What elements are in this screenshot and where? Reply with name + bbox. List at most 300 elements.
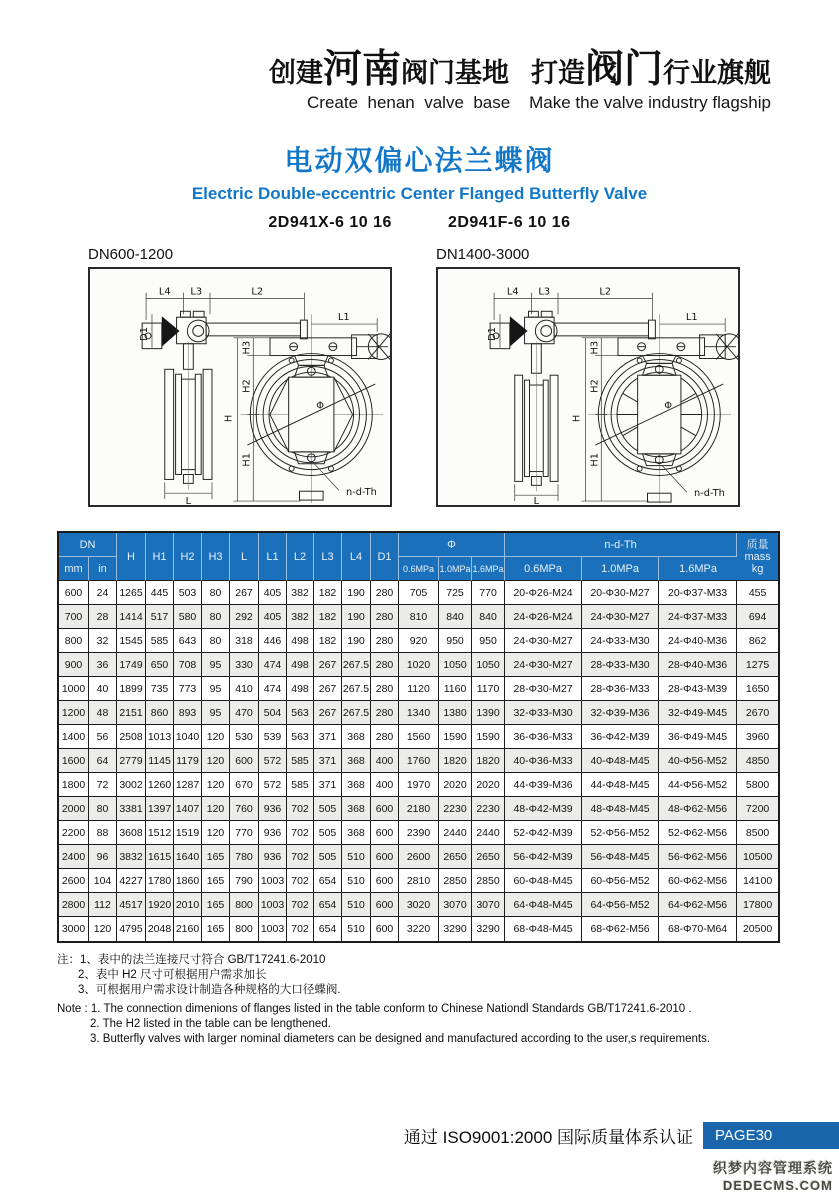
dim-label-h3: H3	[589, 340, 601, 355]
mass-label-en: mass	[744, 550, 771, 563]
table-cell: 17800	[737, 893, 778, 917]
col-header-ndth-06mpa: 0.6MPa	[505, 557, 582, 581]
table-cell: 510	[342, 845, 371, 869]
table-cell: 702	[287, 917, 314, 941]
table-cell: 539	[259, 725, 287, 749]
table-cell: 505	[314, 821, 342, 845]
table-cell: 517	[146, 605, 174, 629]
table-cell: 2180	[399, 797, 439, 821]
table-cell: 292	[230, 605, 259, 629]
table-cell: 585	[146, 629, 174, 653]
dim-label-l1: L1	[337, 312, 350, 324]
dimension-table-body	[59, 581, 778, 941]
table-cell: 800	[230, 917, 259, 941]
table-cell: 48-Φ42-M39	[505, 797, 582, 821]
col-header-h1: H1	[146, 533, 174, 581]
table-cell: 28-Φ43-M39	[659, 677, 737, 701]
table-cell: 40-Φ56-M52	[659, 749, 737, 773]
table-cell: 24-Φ40-M36	[659, 629, 737, 653]
table-cell: 600	[371, 797, 399, 821]
table-cell: 1407	[174, 797, 202, 821]
table-cell: 120	[202, 797, 230, 821]
table-cell: 1800	[59, 773, 89, 797]
table-cell: 280	[371, 653, 399, 677]
table-cell: 10500	[737, 845, 778, 869]
page-number-badge: PAGE30	[703, 1122, 839, 1149]
table-cell: 1760	[399, 749, 439, 773]
table-cell: 368	[342, 725, 371, 749]
table-cell: 760	[230, 797, 259, 821]
brand-cn-part4: 打造	[530, 58, 585, 88]
table-cell: 2650	[439, 845, 472, 869]
table-cell: 28-Φ33-M30	[582, 653, 659, 677]
table-cell: 20500	[737, 917, 778, 941]
dim-label-h3: H3	[241, 340, 253, 355]
table-cell: 60-Φ62-M56	[659, 869, 737, 893]
table-cell: 36-Φ42-M39	[582, 725, 659, 749]
table-cell: 95	[202, 677, 230, 701]
table-cell: 3070	[439, 893, 472, 917]
table-cell: 654	[314, 893, 342, 917]
watermark-line2: DEDECMS.COM	[723, 1178, 833, 1193]
table-cell: 498	[287, 677, 314, 701]
table-cell: 694	[737, 605, 778, 629]
drawing-caption-right: DN1400-3000	[436, 246, 530, 263]
table-cell: 48	[89, 701, 117, 725]
table-cell: 120	[202, 821, 230, 845]
table-cell: 405	[259, 581, 287, 605]
table-cell: 1287	[174, 773, 202, 797]
table-cell: 32-Φ49-M45	[659, 701, 737, 725]
col-header-ndth: n-d-Th	[505, 533, 737, 557]
table-cell: 3381	[117, 797, 146, 821]
table-cell: 950	[472, 629, 505, 653]
note-en-3: 3. Butterfly valves with larger nominal diameters can be designed and manufactured according to the user,s requirements.	[90, 1033, 711, 1045]
table-cell: 2650	[472, 845, 505, 869]
table-cell: 280	[371, 629, 399, 653]
table-cell: 88	[89, 821, 117, 845]
technical-drawings	[88, 246, 740, 507]
col-header-h2: H2	[174, 533, 202, 581]
table-cell: 40-Φ48-M45	[582, 749, 659, 773]
brand-cn-part2: 河南	[322, 48, 401, 91]
table-cell: 810	[399, 605, 439, 629]
table-cell: 3002	[117, 773, 146, 797]
table-row	[59, 845, 778, 869]
table-cell: 900	[59, 653, 89, 677]
table-cell: 585	[287, 773, 314, 797]
table-cell: 28-Φ36-M33	[582, 677, 659, 701]
dimension-table	[57, 531, 780, 943]
table-cell: 382	[287, 605, 314, 629]
table-cell: 52-Φ42-M39	[505, 821, 582, 845]
table-cell: 1590	[472, 725, 505, 749]
table-cell: 563	[287, 701, 314, 725]
table-cell: 80	[202, 605, 230, 629]
table-cell: 36-Φ36-M33	[505, 725, 582, 749]
table-cell: 770	[230, 821, 259, 845]
side-view	[487, 287, 655, 505]
dim-label-h: H	[571, 414, 583, 423]
table-cell: 600	[371, 845, 399, 869]
table-cell: 1640	[174, 845, 202, 869]
table-cell: 1390	[472, 701, 505, 725]
product-title-cn: 电动双偏心法兰蝶阀	[284, 145, 555, 176]
table-cell: 80	[202, 629, 230, 653]
table-cell: 1414	[117, 605, 146, 629]
table-cell: 190	[342, 605, 371, 629]
dim-label-l: L	[533, 496, 540, 505]
table-row	[59, 917, 778, 941]
table-cell: 280	[371, 677, 399, 701]
dim-label-ndth: n-d-Th	[345, 487, 377, 499]
table-cell: 32-Φ33-M30	[505, 701, 582, 725]
table-row	[59, 725, 778, 749]
valve-drawing-dn1400-3000	[438, 269, 738, 505]
col-header-d1: D1	[371, 533, 399, 581]
table-cell: 44-Φ48-M45	[582, 773, 659, 797]
table-cell: 20-Φ26-M24	[505, 581, 582, 605]
table-cell: 280	[371, 581, 399, 605]
table-cell: 2020	[472, 773, 505, 797]
table-cell: 165	[202, 845, 230, 869]
table-cell: 24-Φ30-M27	[505, 629, 582, 653]
table-cell: 2600	[59, 869, 89, 893]
table-cell: 182	[314, 629, 342, 653]
table-cell: 28	[89, 605, 117, 629]
table-cell: 585	[287, 749, 314, 773]
table-cell: 498	[287, 629, 314, 653]
table-cell: 600	[230, 749, 259, 773]
table-cell: 405	[259, 605, 287, 629]
col-header-mm: mm	[59, 557, 89, 581]
col-header-l2: L2	[287, 533, 314, 581]
table-cell: 5800	[737, 773, 778, 797]
table-cell: 2400	[59, 845, 89, 869]
table-cell: 1780	[146, 869, 174, 893]
drawing-dn600-1200	[88, 267, 392, 507]
table-cell: 182	[314, 605, 342, 629]
table-cell: 600	[371, 893, 399, 917]
table-cell: 470	[230, 701, 259, 725]
table-cell: 165	[202, 893, 230, 917]
table-cell: 1519	[174, 821, 202, 845]
table-cell: 893	[174, 701, 202, 725]
table-cell: 368	[342, 797, 371, 821]
table-cell: 4227	[117, 869, 146, 893]
table-cell: 563	[287, 725, 314, 749]
dim-label-ndth: n-d-Th	[693, 488, 725, 500]
table-cell: 72	[89, 773, 117, 797]
table-cell: 1200	[59, 701, 89, 725]
table-cell: 120	[202, 773, 230, 797]
side-view	[139, 287, 307, 505]
table-cell: 318	[230, 629, 259, 653]
dim-label-h1: H1	[241, 452, 253, 467]
table-cell: 862	[737, 629, 778, 653]
table-cell: 446	[259, 629, 287, 653]
table-cell: 80	[89, 797, 117, 821]
col-header-phi-06mpa: 0.6MPa	[399, 557, 439, 581]
table-cell: 498	[287, 653, 314, 677]
front-view	[224, 312, 390, 503]
table-cell: 267	[230, 581, 259, 605]
table-cell: 68-Φ48-M45	[505, 917, 582, 941]
table-cell: 40	[89, 677, 117, 701]
table-cell: 654	[314, 869, 342, 893]
page-footer	[0, 1122, 839, 1149]
table-cell: 28-Φ30-M27	[505, 677, 582, 701]
valve-drawing-dn600-1200	[90, 269, 390, 505]
col-header-ndth-16mpa: 1.6MPa	[659, 557, 737, 581]
watermark-line1: 织梦内容管理系统	[713, 1160, 833, 1176]
table-cell: 112	[89, 893, 117, 917]
table-cell: 702	[287, 845, 314, 869]
brand-cn-part6: 行业旗舰	[663, 58, 771, 88]
col-header-l3: L3	[314, 533, 342, 581]
table-cell: 1013	[146, 725, 174, 749]
dim-label-phi: Φ	[664, 400, 673, 412]
table-cell: 24-Φ26-M24	[505, 605, 582, 629]
table-cell: 936	[259, 845, 287, 869]
table-cell: 410	[230, 677, 259, 701]
brand-header	[0, 50, 839, 113]
table-cell: 4517	[117, 893, 146, 917]
table-cell: 120	[202, 749, 230, 773]
table-cell: 1050	[472, 653, 505, 677]
table-cell: 2020	[439, 773, 472, 797]
col-header-h: H	[117, 533, 146, 581]
table-cell: 510	[342, 917, 371, 941]
table-cell: 1860	[174, 869, 202, 893]
dim-label-d1: D1	[487, 326, 499, 341]
table-cell: 1400	[59, 725, 89, 749]
table-cell: 56-Φ42-M39	[505, 845, 582, 869]
table-cell: 165	[202, 917, 230, 941]
table-cell: 3832	[117, 845, 146, 869]
drawing-caption-left: DN600-1200	[88, 246, 174, 263]
note-cn-3: 3、可根据用户需求设计制造各种规格的大口径蝶阀.	[78, 984, 341, 996]
table-cell: 371	[314, 725, 342, 749]
col-header-l1: L1	[259, 533, 287, 581]
table-cell: 56	[89, 725, 117, 749]
table-cell: 1970	[399, 773, 439, 797]
table-cell: 1170	[472, 677, 505, 701]
table-cell: 702	[287, 893, 314, 917]
table-cell: 702	[287, 869, 314, 893]
table-cell: 2200	[59, 821, 89, 845]
table-cell: 1260	[146, 773, 174, 797]
table-cell: 95	[202, 701, 230, 725]
table-cell: 840	[439, 605, 472, 629]
table-cell: 182	[314, 581, 342, 605]
dedecms-watermark	[713, 1158, 833, 1193]
brand-slogan-cn	[0, 50, 771, 93]
table-cell: 505	[314, 797, 342, 821]
table-cell: 64-Φ48-M45	[505, 893, 582, 917]
table-cell: 2800	[59, 893, 89, 917]
table-cell: 280	[371, 701, 399, 725]
table-row	[59, 701, 778, 725]
table-cell: 64	[89, 749, 117, 773]
table-cell: 1749	[117, 653, 146, 677]
table-row	[59, 893, 778, 917]
table-row	[59, 581, 778, 605]
mass-label-unit: kg	[751, 562, 764, 575]
table-cell: 1000	[59, 677, 89, 701]
table-cell: 267.5	[342, 677, 371, 701]
table-cell: 700	[59, 605, 89, 629]
table-cell: 2779	[117, 749, 146, 773]
table-cell: 505	[314, 845, 342, 869]
table-cell: 600	[371, 869, 399, 893]
table-cell: 643	[174, 629, 202, 653]
table-cell: 7200	[737, 797, 778, 821]
table-cell: 190	[342, 629, 371, 653]
col-header-h3: H3	[202, 533, 230, 581]
dim-label-h2: H2	[241, 379, 253, 393]
table-cell: 280	[371, 725, 399, 749]
note-cn-2: 2、表中 H2 尺寸可根据用户需求加长	[78, 969, 267, 981]
table-cell: 1003	[259, 917, 287, 941]
table-cell: 96	[89, 845, 117, 869]
dim-label-l2: L2	[251, 286, 264, 298]
col-header-phi-16mpa: 1.6MPa	[472, 557, 505, 581]
table-cell: 368	[342, 749, 371, 773]
table-cell: 2160	[174, 917, 202, 941]
table-cell: 1050	[439, 653, 472, 677]
table-cell: 36-Φ49-M45	[659, 725, 737, 749]
table-cell: 267.5	[342, 653, 371, 677]
col-header-mass	[737, 533, 778, 581]
table-cell: 3220	[399, 917, 439, 941]
table-cell: 2230	[472, 797, 505, 821]
table-cell: 2440	[439, 821, 472, 845]
table-cell: 860	[146, 701, 174, 725]
note-en-1: Note : 1. The connection dimenions of flanges listed in the table conform to Chinese Nationdl Standards GB/T17241.6-2010 .	[57, 1003, 692, 1015]
table-row	[59, 677, 778, 701]
table-cell: 3290	[439, 917, 472, 941]
table-cell: 702	[287, 821, 314, 845]
table-cell: 80	[202, 581, 230, 605]
table-cell: 2010	[174, 893, 202, 917]
table-cell: 474	[259, 653, 287, 677]
product-title-en: Electric Double-eccentric Center Flanged Butterfly Valve	[191, 184, 648, 203]
table-cell: 36	[89, 653, 117, 677]
table-cell: 40-Φ36-M33	[505, 749, 582, 773]
table-cell: 371	[314, 749, 342, 773]
table-cell: 1179	[174, 749, 202, 773]
table-cell: 267	[314, 653, 342, 677]
table-cell: 3608	[117, 821, 146, 845]
table-cell: 2670	[737, 701, 778, 725]
table-cell: 20-Φ37-M33	[659, 581, 737, 605]
table-cell: 455	[737, 581, 778, 605]
table-cell: 2048	[146, 917, 174, 941]
table-cell: 1545	[117, 629, 146, 653]
table-cell: 800	[59, 629, 89, 653]
table-cell: 2230	[439, 797, 472, 821]
table-cell: 120	[89, 917, 117, 941]
table-cell: 267	[314, 701, 342, 725]
table-cell: 580	[174, 605, 202, 629]
table-cell: 20-Φ30-M27	[582, 581, 659, 605]
table-cell: 120	[202, 725, 230, 749]
table-cell: 4850	[737, 749, 778, 773]
table-cell: 24-Φ33-M30	[582, 629, 659, 653]
mass-label-cn: 质量	[746, 538, 769, 551]
table-cell: 1145	[146, 749, 174, 773]
table-cell: 735	[146, 677, 174, 701]
table-cell: 165	[202, 869, 230, 893]
table-cell: 48-Φ48-M45	[582, 797, 659, 821]
dim-label-l3: L3	[538, 286, 551, 298]
table-cell: 936	[259, 821, 287, 845]
table-cell: 1265	[117, 581, 146, 605]
table-cell: 28-Φ40-M36	[659, 653, 737, 677]
table-cell: 510	[342, 893, 371, 917]
table-cell: 3960	[737, 725, 778, 749]
table-cell: 725	[439, 581, 472, 605]
dim-label-l3: L3	[190, 286, 203, 298]
note-cn-1: 注：1、表中的法兰连接尺寸符合 GB/T17241.6-2010	[57, 954, 326, 966]
table-cell: 56-Φ48-M45	[582, 845, 659, 869]
table-cell: 600	[371, 917, 399, 941]
dim-label-l4: L4	[158, 286, 171, 298]
dim-label-l4: L4	[506, 286, 519, 298]
table-cell: 770	[472, 581, 505, 605]
table-cell: 2850	[439, 869, 472, 893]
table-cell: 2390	[399, 821, 439, 845]
table-row	[59, 869, 778, 893]
table-cell: 56-Φ62-M56	[659, 845, 737, 869]
col-header-phi: Φ	[399, 533, 505, 557]
table-cell: 1003	[259, 869, 287, 893]
table-cell: 371	[314, 773, 342, 797]
table-cell: 32-Φ39-M36	[582, 701, 659, 725]
table-cell: 936	[259, 797, 287, 821]
table-cell: 48-Φ62-M56	[659, 797, 737, 821]
brand-slogan-en: Create henan valve base Make the valve industry flagship	[307, 93, 771, 112]
table-cell: 60-Φ48-M45	[505, 869, 582, 893]
table-cell: 1160	[439, 677, 472, 701]
table-cell: 2000	[59, 797, 89, 821]
table-cell: 503	[174, 581, 202, 605]
table-row	[59, 773, 778, 797]
dim-label-h1: H1	[589, 452, 601, 467]
table-cell: 1512	[146, 821, 174, 845]
table-cell: 840	[472, 605, 505, 629]
table-cell: 24-Φ30-M27	[505, 653, 582, 677]
table-cell: 1275	[737, 653, 778, 677]
table-cell: 64-Φ62-M56	[659, 893, 737, 917]
table-cell: 1899	[117, 677, 146, 701]
table-cell: 24-Φ30-M27	[582, 605, 659, 629]
table-cell: 708	[174, 653, 202, 677]
table-cell: 2508	[117, 725, 146, 749]
table-cell: 400	[371, 749, 399, 773]
table-cell: 650	[146, 653, 174, 677]
table-cell: 1920	[146, 893, 174, 917]
col-header-l: L	[230, 533, 259, 581]
col-header-ndth-10mpa: 1.0MPa	[582, 557, 659, 581]
table-cell: 950	[439, 629, 472, 653]
drawing-column-right	[436, 246, 740, 507]
table-row	[59, 821, 778, 845]
dim-label-l1: L1	[685, 312, 698, 324]
table-cell: 8500	[737, 821, 778, 845]
table-cell: 702	[287, 797, 314, 821]
